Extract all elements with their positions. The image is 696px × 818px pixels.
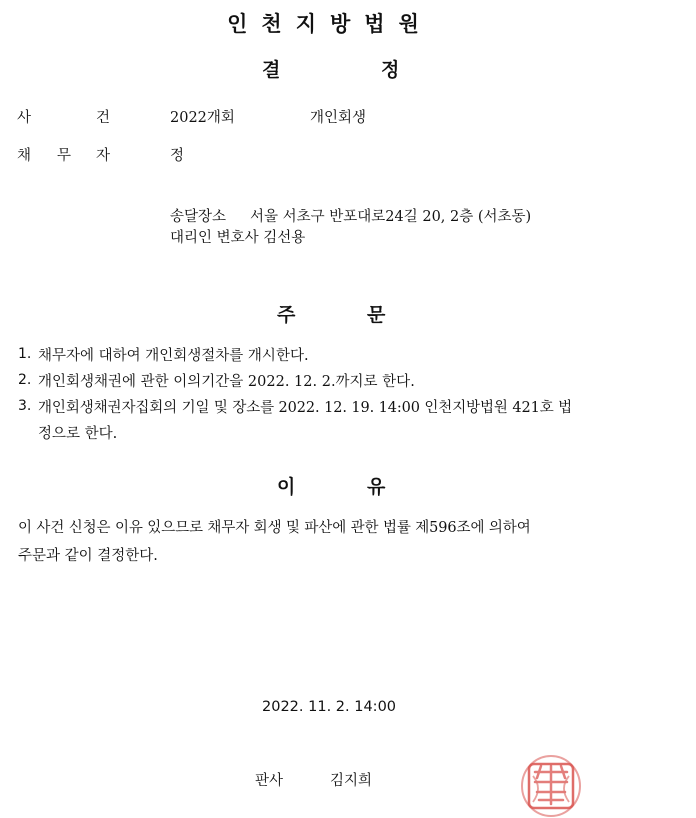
doc-title-right: 정 [381,59,400,81]
judge-seal-stamp [519,752,583,818]
judge-title: 판사 [255,773,284,789]
doc-title-left: 결 [262,59,281,81]
judge-name: 김지희 [330,773,373,789]
case-label-2: 건 [96,110,111,126]
order-item-number: 1. [18,346,32,362]
service-address: 서울 서초구 반포대로24길 20, 2층 (서초동) [250,209,532,225]
order-item-number: 2. [18,372,32,388]
order-item-text: 개인회생채권에 관한 이의기간을 2022. 12. 2.까지로 한다. [38,374,415,390]
order-item-text-continued: 정으로 한다. [38,426,118,442]
decision-date: 2022. 11. 2. 14:00 [262,699,397,715]
case-number: 2022개회 [170,110,235,126]
debtor-label-2: 무 [57,148,72,164]
service-label: 송달장소 [170,209,227,225]
case-type: 개인회생 [310,110,367,126]
debtor-label-1: 채 [17,148,32,164]
seal-mark [522,756,580,816]
court-name: 인천지방법원 [227,12,433,36]
debtor-label-3: 자 [96,148,111,164]
order-heading-right: 문 [367,304,386,326]
reason-line-2: 주문과 같이 결정한다. [18,548,158,564]
debtor-name: 정 [170,148,185,164]
order-item-number: 3. [18,398,32,414]
reason-heading-right: 유 [367,476,386,498]
case-label-1: 사 [17,110,32,126]
service-agent: 대리인 변호사 김선용 [170,230,306,246]
reason-line-1: 이 사건 신청은 이유 있으므로 채무자 회생 및 파산에 관한 법률 제596조에 의하여 [18,520,531,536]
order-item-text: 개인회생채권자집회의 기일 및 장소를 2022. 12. 19. 14:00 인천지방법원 421호 법 [38,400,573,416]
reason-heading-left: 이 [277,476,296,498]
order-heading-left: 주 [277,304,296,326]
order-item-text: 채무자에 대하여 개인회생절차를 개시한다. [38,348,309,364]
